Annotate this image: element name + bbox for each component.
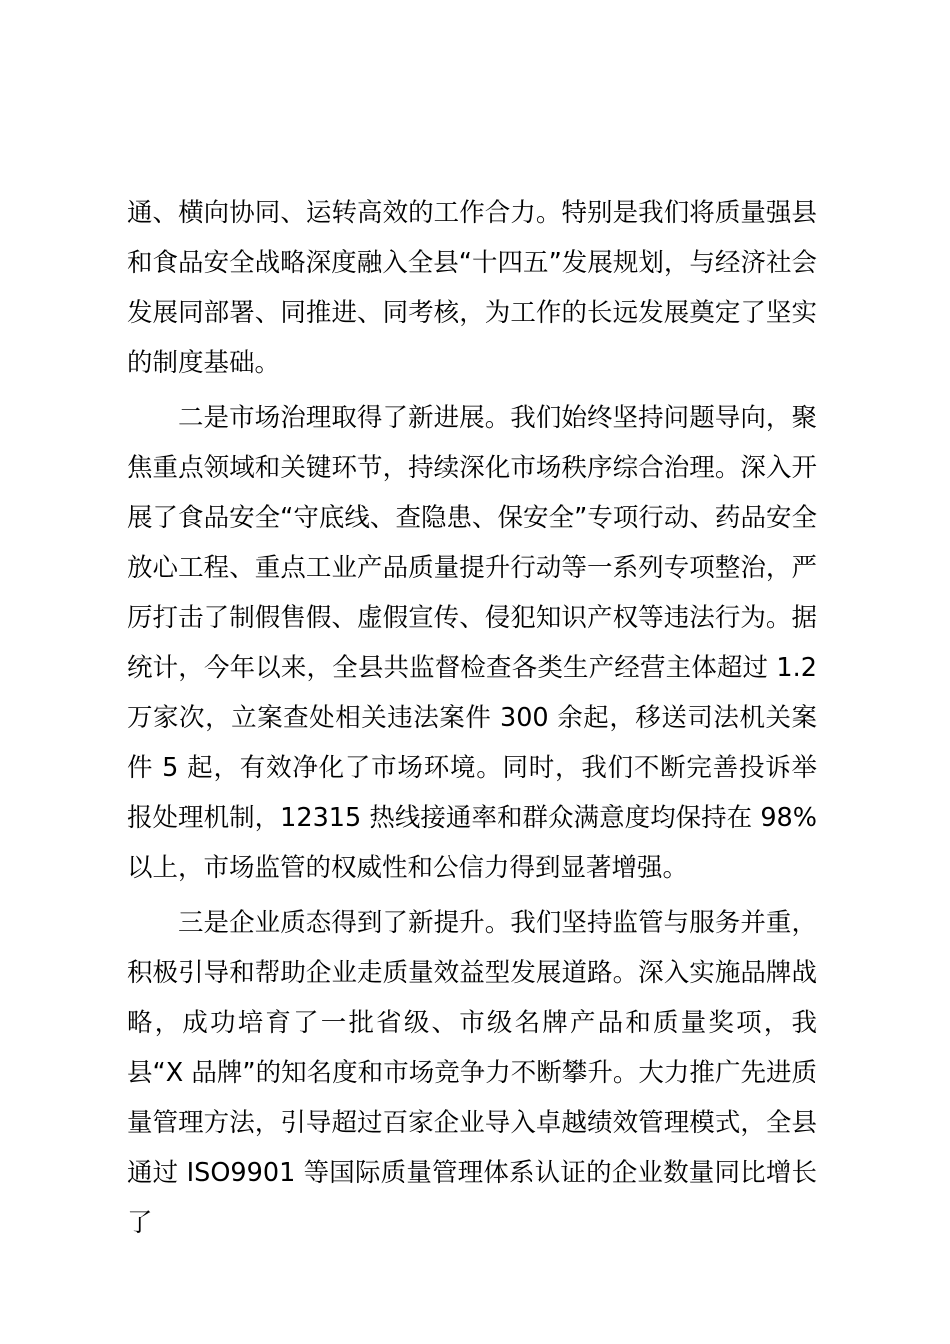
paragraph-market-governance: 二是市场治理取得了新进展。我们始终坚持问题导向，聚焦重点领域和关键环节，持续深化市场秩序综合治理。深入开展了食品安全“守底线、查隐患、保安全”专项行动、药品安全放心工程、重点工业产品质量提升行动等一系列专项整治，严厉打击了制假售假、虚假宣传、侵犯知识产权等违法行为。据统计，今年以来，全县共监督检查各类生产经营主体超过 1.2 万家次，立案查处相关违法案件 300 余起，移送司法机关案件 5 起，有效净化了市场环境。同时，我们不断完善投诉举报处理机制，12315 热线接通率和群众满意度均保持在 98%以上，市场监管的权威性和公信力得到显著增强。 <box>127 403 817 883</box>
paragraph-enterprise-quality: 三是企业质态得到了新提升。我们坚持监管与服务并重，积极引导和帮助企业走质量效益型发展道路。深入实施品牌战略，成功培育了一批省级、市级名牌产品和质量奖项，我县“X 品牌”的知名度和市场竞争力不断攀升。大力推广先进质量管理方法，引导超过百家企业导入卓越绩效管理模式，全县通过 ISO9901 等国际质量管理体系认证的企业数量同比增长了 <box>127 908 817 1238</box>
document-page <box>127 188 817 1248</box>
paragraph-continuation: 通、横向协同、运转高效的工作合力。特别是我们将质量强县和食品安全战略深度融入全县“十四五”发展规划，与经济社会发展同部署、同推进、同考核，为工作的长远发展奠定了坚实的制度基础。 <box>127 198 817 378</box>
